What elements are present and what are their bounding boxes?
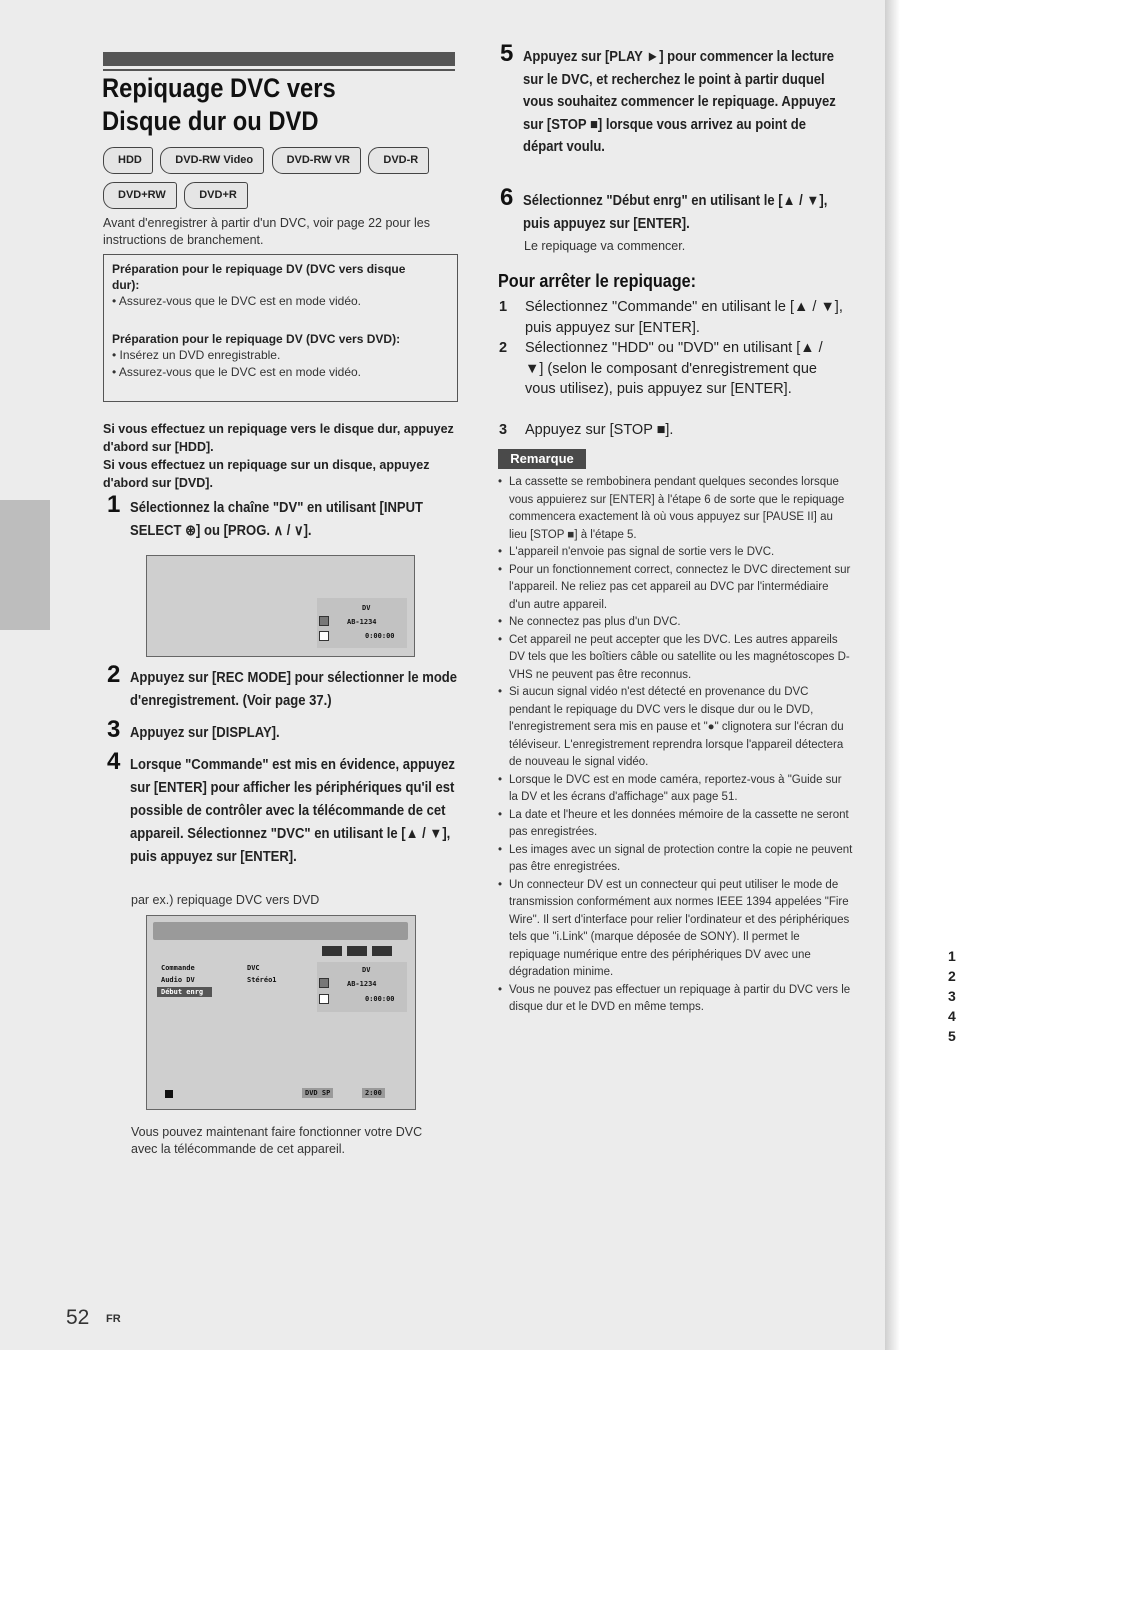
- step-number: 1: [107, 491, 121, 518]
- margin-number: 4: [948, 1008, 956, 1024]
- menu-icon-bar: [153, 922, 408, 940]
- source-icon: [372, 946, 392, 956]
- step-text: Appuyez sur [REC MODE] pour sélectionner le mode d'enregistrement. (Voir page 37.): [130, 670, 458, 709]
- step-text: Sélectionnez "Début enrg" en utilisant le [▲ / ▼], puis appuyez sur [ENTER].: [523, 193, 828, 232]
- step-number: 2: [107, 661, 121, 688]
- intro-text: Avant d'enregistrer à partir d'un DVC, voir page 22 pour les instructions de branchement.: [103, 216, 430, 247]
- example-label: par ex.) repiquage DVC vers DVD: [131, 893, 320, 907]
- screen-code: AB-1234: [347, 980, 377, 988]
- step-6-note: Le repiquage va commencer.: [524, 239, 686, 253]
- remark-item: • Les images avec un signal de protection contre la copie ne peuvent pas être enregistrées.: [498, 842, 853, 877]
- tape-icon: [319, 978, 329, 988]
- page-language: FR: [106, 1313, 121, 1325]
- screen-code: AB-1234: [347, 618, 377, 626]
- page-spine: [885, 0, 960, 1350]
- source-icon: [347, 946, 367, 956]
- stop-step-text: Sélectionnez "HDD" ou "DVD" en utilisant [▲ / ▼] (selon le composant d'enregistrement que vous utilisez), puis appuyez sur [ENTER].: [525, 340, 823, 397]
- menu-item-value: DVC: [247, 964, 260, 972]
- menu-item-key: Commande: [161, 964, 195, 972]
- press-dvd-first: Si vous effectuez un repiquage sur un disque, appuyez d'abord sur [DVD].: [103, 458, 430, 490]
- stop-step-2: [499, 338, 854, 420]
- step-text: Appuyez sur [DISPLAY].: [130, 725, 280, 741]
- screen-time: 0:00:00: [365, 995, 395, 1003]
- prep-hdd-title: Préparation pour le repiquage DV (DVC vers disque dur):: [112, 262, 406, 292]
- stop-step-number: 3: [499, 422, 508, 438]
- remarque-list: [498, 474, 853, 1017]
- step-number: 3: [107, 716, 121, 743]
- stop-step-text: Appuyez sur [STOP ■].: [525, 422, 674, 438]
- after-screen-text: Vous pouvez maintenant faire fonctionner votre DVC avec la télécommande de cet appareil.: [131, 1125, 423, 1156]
- stop-step-1: [499, 297, 854, 337]
- title-bar: [103, 52, 455, 66]
- dvd-rw-vr-badge: DVD-RW VR: [272, 147, 361, 174]
- tv-screen-dv: [146, 555, 415, 657]
- screen-dv-label: DV: [362, 604, 371, 612]
- margin-number: 5: [948, 1028, 956, 1044]
- remark-item: • Cet appareil ne peut accepter que les DVC. Les autres appareils DV tels que les boîtiers câble ou satellite ou les magnétoscopes D-VHS ne peuvent pas être reconnus.: [498, 632, 853, 685]
- stop-icon: [165, 1090, 173, 1098]
- dvd-plus-r-badge: DVD+R: [184, 182, 248, 209]
- stop-step-number: 1: [499, 299, 508, 315]
- counter-icon: [319, 631, 329, 641]
- record-mode: DVD SP: [302, 1088, 333, 1098]
- margin-number: 2: [948, 968, 956, 984]
- title-rule: [103, 69, 455, 71]
- stop-step-text: Sélectionnez "Commande" en utilisant le [▲ / ▼], puis appuyez sur [ENTER].: [525, 299, 843, 336]
- remark-item: • La date et l'heure et les données mémoire de la cassette ne seront pas enregistrées.: [498, 807, 853, 842]
- prep-hdd-item: • Assurez-vous que le DVC est en mode vidéo.: [112, 294, 361, 308]
- side-tab: [0, 500, 50, 630]
- step-text: Appuyez sur [PLAY ►] pour commencer la lecture sur le DVC, et recherchez le point à partir duquel vous souhaitez commencer le repiquage. Appuyez sur [STOP ■] lorsque vous arrivez au point de départ voulu.: [523, 49, 836, 155]
- prep-dvd-item: • Insérez un DVD enregistrable.: [112, 348, 281, 362]
- remark-item: • Un connecteur DV est un connecteur qui peut utiliser le mode de transmission conformément aux normes IEEE 1394 appelées "Fire Wire". Il sert d'interface pour relier l'ordinateur et des périphériques tels que "i.Link" (marque déposée de SONY). Il permet le repiquage numérique entre des périphériques DV avec une dégradation minime.: [498, 877, 853, 982]
- step-number: 5: [500, 40, 514, 67]
- step-text: Lorsque "Commande" est mis en évidence, appuyez sur [ENTER] pour afficher les périphériques qu'il est possible de contrôler avec la télécommande de cet appareil. Sélectionnez "DVC" en utilisant le [▲ / ▼], puis appuyez sur [ENTER].: [130, 757, 455, 865]
- screen-time: 0:00:00: [365, 632, 395, 640]
- prep-dvd-item: • Assurez-vous que le DVC est en mode vidéo.: [112, 365, 361, 379]
- margin-number: 3: [948, 988, 956, 1004]
- page-number: 52: [66, 1306, 90, 1329]
- stop-step-3: [499, 420, 854, 440]
- stop-step-number: 2: [499, 340, 508, 356]
- disc-badges: [103, 147, 463, 217]
- dvd-r-badge: DVD-R: [368, 147, 429, 174]
- tv-screen-menu: [146, 915, 416, 1110]
- remaining-time: 2:00: [362, 1088, 385, 1098]
- preparation-box: [103, 254, 458, 402]
- prep-dvd-title: Préparation pour le repiquage DV (DVC vers DVD):: [112, 332, 401, 346]
- remark-item: • Ne connectez pas plus d'un DVC.: [498, 614, 853, 632]
- remark-item: • La cassette se rembobinera pendant quelques secondes lorsque vous appuierez sur [ENTER] à l'étape 6 de sorte que le repiquage commencera exactement là où vous appuyez sur [PAUSE II] au lieu [STOP ■] à l'étape 5.: [498, 474, 853, 544]
- step-text: Sélectionnez la chaîne "DV" en utilisant [INPUT SELECT ⊛] ou [PROG. ∧ / ∨].: [130, 500, 424, 539]
- page-title: Repiquage DVC vers Disque dur ou DVD: [102, 73, 336, 136]
- step-number: 4: [107, 748, 121, 775]
- remarque-label: Remarque: [498, 449, 586, 469]
- margin-number: 1: [948, 948, 956, 964]
- menu-item-key: Audio DV: [161, 976, 195, 984]
- step-number: 6: [500, 184, 514, 211]
- remark-item: • L'appareil n'envoie pas signal de sortie vers le DVC.: [498, 544, 853, 562]
- tape-icon: [319, 616, 329, 626]
- dvd-rw-video-badge: DVD-RW Video: [160, 147, 264, 174]
- press-hdd-first: Si vous effectuez un repiquage vers le disque dur, appuyez d'abord sur [HDD].: [103, 422, 454, 454]
- remark-item: • Si aucun signal vidéo n'est détecté en provenance du DVC pendant le repiquage du DVC vers le disque dur ou le DVD, l'enregistrement sera mis en pause et "●" clignotera sur l'écran du téléviseur. L'enregistrement reprendra lorsque l'appareil détectera de nouveau le signal vidéo.: [498, 684, 853, 772]
- remark-item: • Vous ne pouvez pas effectuer un repiquage à partir du DVC vers le disque dur et le DVD en même temps.: [498, 982, 853, 1017]
- menu-item-value: Stéréo1: [247, 976, 277, 984]
- counter-icon: [319, 994, 329, 1004]
- remark-item: • Lorsque le DVC est en mode caméra, reportez-vous à "Guide sur la DV et les écrans d'affichage" aux page 51.: [498, 772, 853, 807]
- menu-list: [157, 962, 277, 1002]
- stop-section-title: Pour arrêter le repiquage:: [498, 271, 697, 291]
- screen-dv-label: DV: [362, 966, 371, 974]
- source-icon: [322, 946, 342, 956]
- menu-item-key: Début enrg: [161, 988, 204, 996]
- hdd-badge: HDD: [103, 147, 153, 174]
- remark-item: • Pour un fonctionnement correct, connectez le DVC directement sur l'appareil. Ne reliez pas cet appareil au DVC par l'intermédiaire d'un autre appareil.: [498, 562, 853, 615]
- dvd-plus-rw-badge: DVD+RW: [103, 182, 177, 209]
